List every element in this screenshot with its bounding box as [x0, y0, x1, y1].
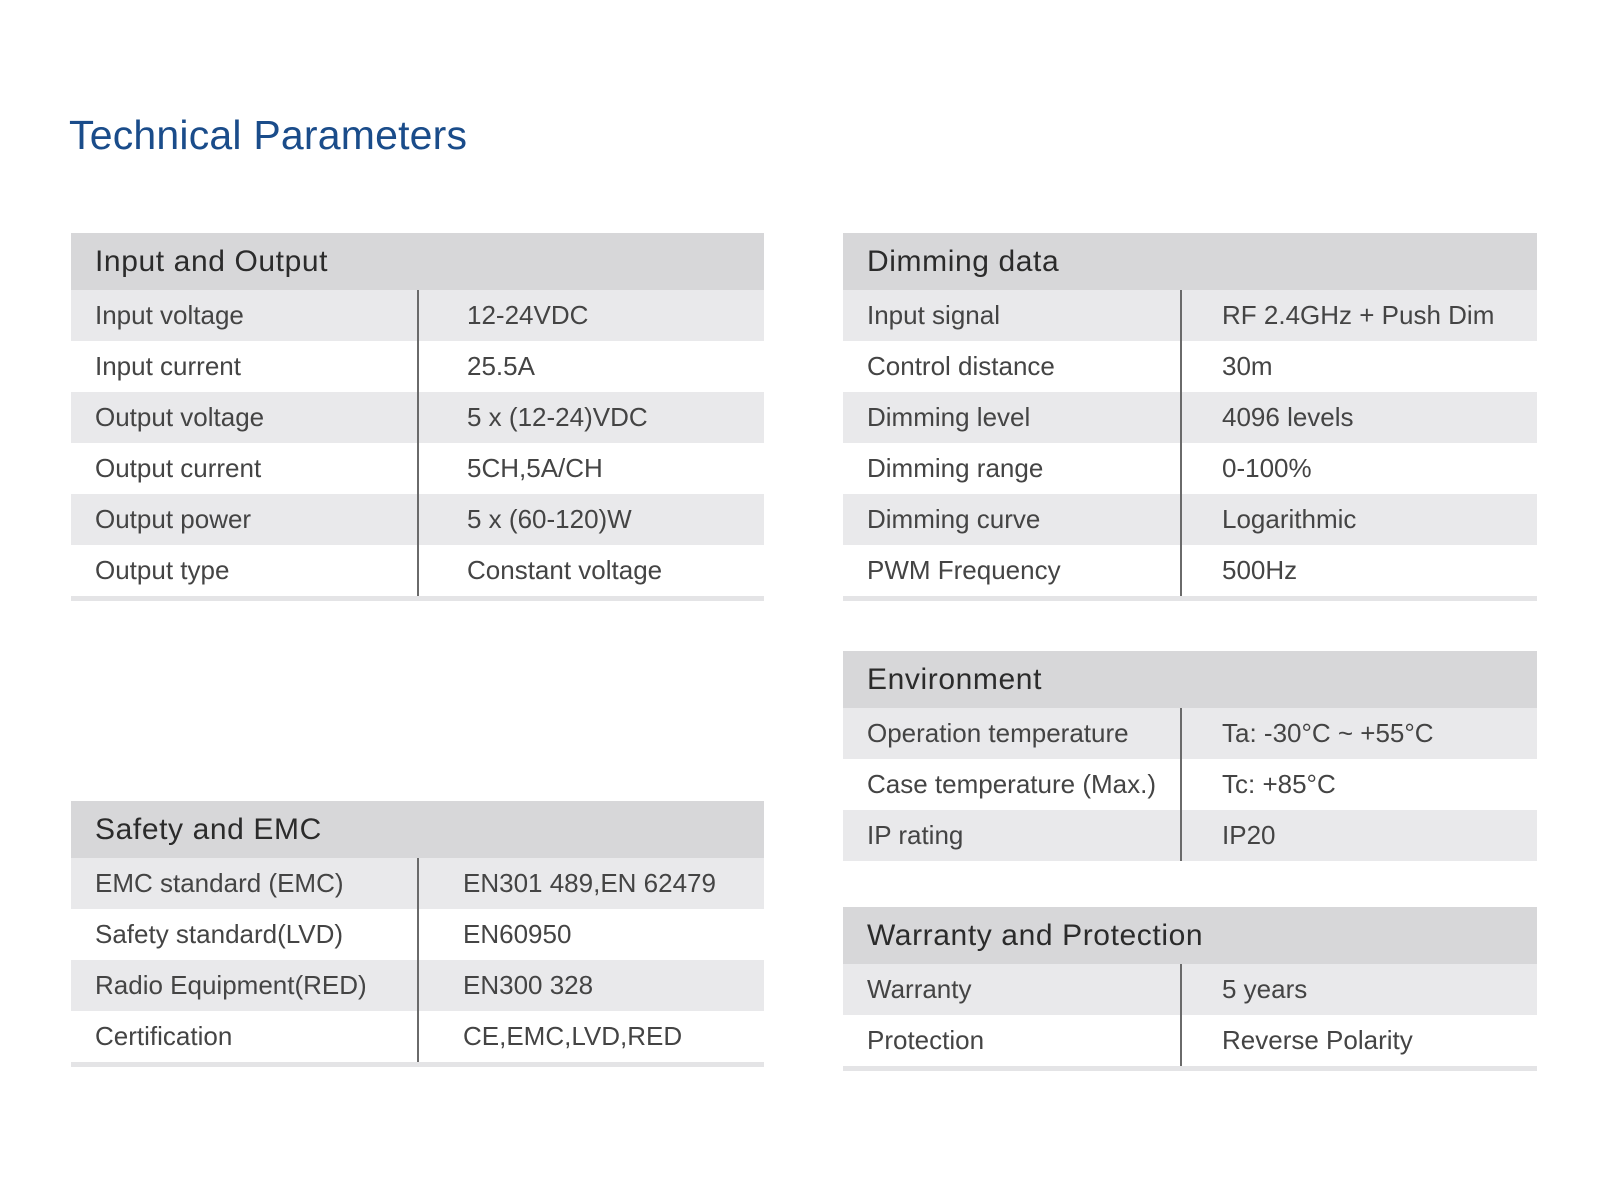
param-value: RF 2.4GHz + Push Dim	[1222, 300, 1495, 330]
table-row	[843, 964, 1537, 1015]
param-value: 30m	[1222, 351, 1273, 381]
table-row	[843, 443, 1537, 494]
param-label: Operation temperature	[843, 708, 1182, 759]
param-label: EMC standard (EMC)	[71, 858, 419, 909]
param-value: 5CH,5A/CH	[467, 453, 603, 483]
param-value: EN60950	[463, 919, 572, 949]
param-label: PWM Frequency	[843, 545, 1182, 596]
param-label: Control distance	[843, 341, 1182, 392]
param-value: 12-24VDC	[467, 300, 589, 330]
table-row	[71, 443, 764, 494]
table-row	[843, 810, 1537, 861]
table-row	[71, 909, 764, 960]
param-label: Certification	[71, 1011, 419, 1062]
param-value: Tc: +85°C	[1222, 769, 1336, 799]
table-row	[71, 1011, 764, 1062]
param-label: Output power	[71, 494, 419, 545]
param-value: EN301 489,EN 62479	[463, 868, 716, 898]
table-row	[843, 708, 1537, 759]
param-value: 0-100%	[1222, 453, 1312, 483]
param-value: CE,EMC,LVD,RED	[463, 1021, 683, 1051]
param-label: IP rating	[843, 810, 1182, 861]
table-header: Environment	[843, 651, 1537, 708]
param-value: 5 x (12-24)VDC	[467, 402, 648, 432]
table-row	[843, 290, 1537, 341]
table-row	[843, 341, 1537, 392]
table-row	[843, 545, 1537, 596]
table-row	[71, 392, 764, 443]
param-label: Input current	[71, 341, 419, 392]
table-header: Input and Output	[71, 233, 764, 290]
table-row	[71, 960, 764, 1011]
param-label: Dimming level	[843, 392, 1182, 443]
param-label: Input voltage	[71, 290, 419, 341]
safety-emc-table	[71, 801, 764, 1067]
param-value: 500Hz	[1222, 555, 1298, 585]
table-row	[843, 759, 1537, 810]
param-label: Safety standard(LVD)	[71, 909, 419, 960]
page-title: Technical Parameters	[69, 112, 468, 158]
param-label: Warranty	[843, 964, 1182, 1015]
param-value: IP20	[1222, 820, 1276, 850]
param-label: Input signal	[843, 290, 1182, 341]
param-label: Radio Equipment(RED)	[71, 960, 419, 1011]
dimming-data-table	[843, 233, 1537, 601]
table-header: Warranty and Protection	[843, 907, 1537, 964]
param-label: Protection	[843, 1015, 1182, 1066]
input-output-table	[71, 233, 764, 601]
param-label: Dimming curve	[843, 494, 1182, 545]
table-row	[843, 392, 1537, 443]
param-value: Constant voltage	[467, 555, 663, 585]
param-label: Output voltage	[71, 392, 419, 443]
table-row	[71, 290, 764, 341]
param-value: EN300 328	[463, 970, 594, 1000]
param-value: 4096 levels	[1222, 402, 1354, 432]
param-value: 5 years	[1222, 974, 1308, 1004]
table-row	[71, 858, 764, 909]
param-value: Ta: -30°C ~ +55°C	[1222, 718, 1434, 748]
table-row	[843, 1015, 1537, 1066]
table-row	[843, 494, 1537, 545]
warranty-protection-table	[843, 907, 1537, 1071]
param-label: Dimming range	[843, 443, 1182, 494]
table-row	[71, 341, 764, 392]
param-label: Output current	[71, 443, 419, 494]
param-value: 5 x (60-120)W	[467, 504, 632, 534]
param-value: 25.5A	[467, 351, 535, 381]
table-header: Dimming data	[843, 233, 1537, 290]
param-label: Case temperature (Max.)	[843, 759, 1182, 810]
param-value: Logarithmic	[1222, 504, 1357, 534]
table-header: Safety and EMC	[71, 801, 764, 858]
table-row	[71, 494, 764, 545]
environment-table	[843, 651, 1537, 861]
table-row	[71, 545, 764, 596]
param-value: Reverse Polarity	[1222, 1025, 1413, 1055]
param-label: Output type	[71, 545, 419, 596]
